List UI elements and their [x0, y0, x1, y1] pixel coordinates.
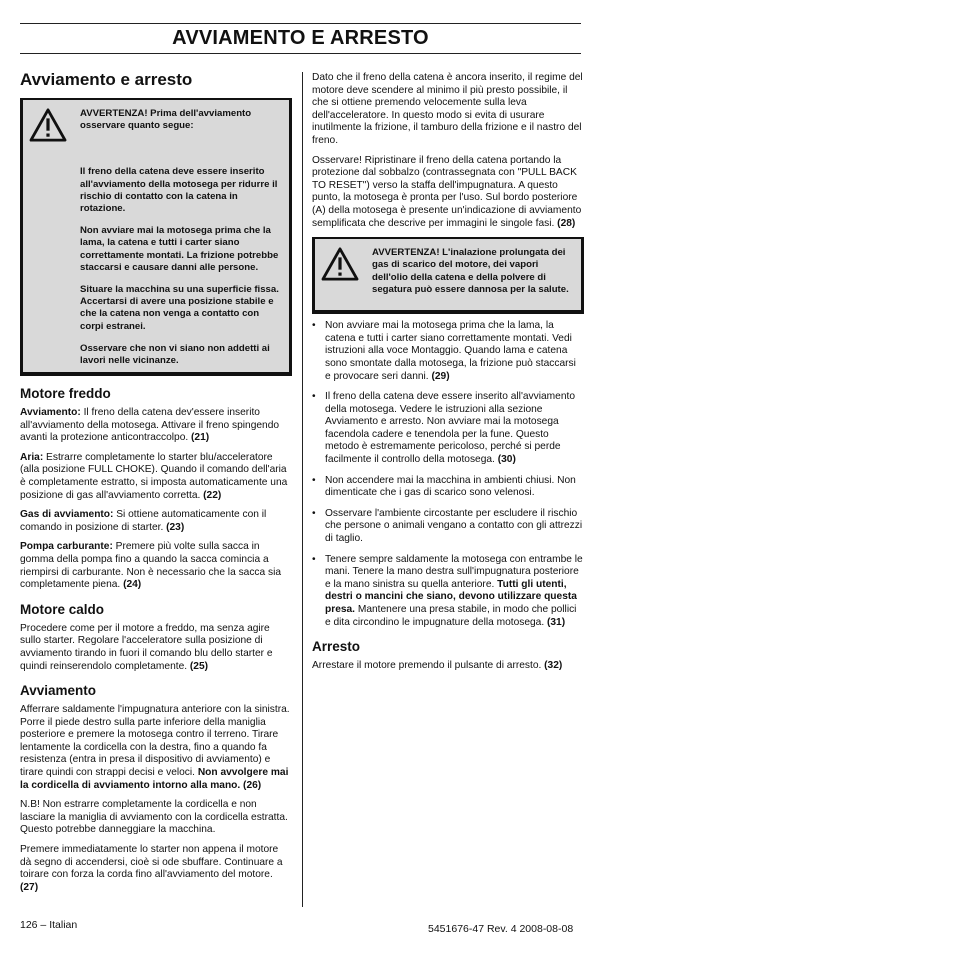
- header-bottom-rule: [20, 53, 581, 54]
- warning-text: [372, 247, 573, 296]
- paragraph: Arrestare il motore premendo il pulsante di arresto. (32): [312, 660, 563, 672]
- column-divider: [302, 72, 303, 907]
- subheading-motore-caldo: Motore caldo: [20, 601, 105, 617]
- paragraph: Osservare! Ripristinare il freno della catena portando la protezione dal sobbalzo (contrassegnata con "PULL BACK TO RESET") verso la staffa dell'impugnatura. A questo punto, la motosega è pronta per l'uso. Sul bordo posteriore (A) della motosega è presente un'indicazione di avviamento semplificata che descrive per immagini le singole fasi. (28): [312, 154, 582, 229]
- warning-text: [80, 108, 281, 377]
- paragraph: Afferrare saldamente l'impugnatura anteriore con la sinistra. Porre il piede destro sulla parte inferiore della maniglia posteriore e premere la motosega contro il terreno. Tirare lentamente la cordicella con la destra, fino a quando fa resistenza (entra in presa il dispositivo di avviamento) e tirare quindi con strappi decisi e veloci. Non avvolgere mai la cordicella di avviamento intorno alla mano. (26): [20, 704, 290, 791]
- warning-triangle-icon: [321, 247, 359, 281]
- page-title: AVVIAMENTO E ARRESTO: [172, 27, 429, 49]
- right-column: [312, 72, 584, 680]
- page-number: 126 – Italian: [20, 919, 78, 931]
- warning-box-start: [20, 98, 292, 376]
- warning-box-exhaust: [312, 237, 584, 314]
- warning-paragraph: AVVERTENZA! L'inalazione prolungata dei gas di scarico del motore, dei vapori dell'olio della catena e della polvere di segatura può essere dannosa per la salute.: [372, 247, 569, 295]
- paragraph: Pompa carburante: Premere più volte sulla sacca in gomma della pompa fino a quando la sacca comincia a riempirsi di carburante. Non è necessario che la sacca sia completamente piena. (24): [20, 541, 282, 591]
- paragraph: Premere immediatamente lo starter non appena il motore dà segno di accendersi, cioè si ode sbuffare. Continuare a toirare con forza la corda fino all'avviamento del motore. (27): [20, 844, 283, 893]
- warning-paragraph: Il freno della catena deve essere inserito all'avviamento della motosega per ridurre il rischio di contatto con la catena in rotazione.: [80, 166, 278, 215]
- subheading-arresto: Arresto: [312, 639, 361, 655]
- warning-paragraph: Non avviare mai la motosega prima che la lama, la catena e tutti i carter siano correttamente montati. La frizione potrebbe staccarsi e causare danni alle persone.: [80, 225, 279, 273]
- warning-paragraph: Osservare che non vi siano non addetti ai lavori nelle vicinanze.: [80, 342, 270, 367]
- paragraph: Avviamento: Il freno della catena dev'essere inserito all'avviamento della motosega. Attivare il freno spingendo avanti la protezione anticontraccolpo. (21): [20, 407, 280, 444]
- subheading-motore-freddo: Motore freddo: [20, 386, 111, 401]
- safety-bullet-list: [312, 320, 584, 629]
- paragraph: N.B! Non estrarre completamente la cordicella e non lasciare la maniglia di avviamento con la cordicella estratta. Questo potrebbe danneggiare la macchina.: [20, 799, 288, 836]
- warning-triangle-icon: [29, 108, 67, 142]
- list-item: • Non accendere mai la macchina in ambienti chiusi. Non dimenticate che i gas di scarico sono velenosi.: [312, 475, 584, 500]
- header-top-rule: [20, 23, 581, 24]
- subheading-avviamento: Avviamento: [20, 683, 97, 699]
- warning-paragraph: AVVERTENZA! Prima dell'avviamento osservare quanto segue:: [80, 108, 252, 132]
- paragraph: Dato che il freno della catena è ancora inserito, il regime del motore deve scendere al minimo il più presto possibile, il che si ottiene premendo velocemente sulla leva dell'acceleratore. In questo modo si evita di usurare inutilmente la frizione, il tamburo della frizione e il nastro del freno.: [312, 72, 583, 146]
- paragraph: Aria: Estrarre completamente lo starter blu/acceleratore (alla posizione FULL CHOKE). Quando il comando dell'aria è completamente estratto, si imposta automaticamente una posizione di gas all'avviamento corretta. (22): [20, 451, 288, 501]
- list-item: • Non avviare mai la motosega prima che la lama, la catena e tutti i carter siano correttamente montati. Vedi istruzioni alla voce Montaggio. Quando lama e catena sono smontate dalla motosega, la frizione può staccarsi e provocare seri danni. (29): [312, 320, 584, 383]
- left-column: [20, 70, 292, 901]
- document-revision: 5451676-47 Rev. 4 2008-08-08: [428, 923, 574, 935]
- list-item: • Tenere sempre saldamente la motosega con entrambe le mani. Tenere la mano destra sull'impugnatura posteriore e la mano sinistra su quella anteriore. Tutti gli utenti, destri o mancini che siano, devono utilizzare questa presa. Mantenere una presa stabile, in modo che pollici e dita circondino le impugnature della motosega. (31): [312, 554, 584, 630]
- list-item: • Il freno della catena deve essere inserito all'avviamento della motosega. Vedere le istruzioni alla sezione Avviamento e arresto. Non avviare mai la motosega facendola cadere e tenendola per la fune. Questo metodo è estremamente pericoloso, perché si perde facilmente il controllo della motosega. (30): [312, 391, 584, 467]
- paragraph: Procedere come per il motore a freddo, ma senza agire sullo starter. Regolare l'acceleratore sulla posizione di avviamento tirando in fuori il comando blu dello starter e quindi reinserendolo completamente. (25): [20, 622, 273, 672]
- list-item: • Osservare l'ambiente circostante per escludere il rischio che persone o animali vengano a contatto con gli attrezzi di taglio.: [312, 508, 584, 546]
- warning-paragraph: Situare la macchina su una superficie fissa. Accertarsi di avere una posizione stabile e che la catena non venga a contatto con corpi estranei.: [80, 284, 279, 332]
- section-heading: Avviamento e arresto: [20, 70, 193, 89]
- paragraph: Gas di avviamento: Si ottiene automaticamente con il comando in posizione di starter. (23): [20, 509, 267, 533]
